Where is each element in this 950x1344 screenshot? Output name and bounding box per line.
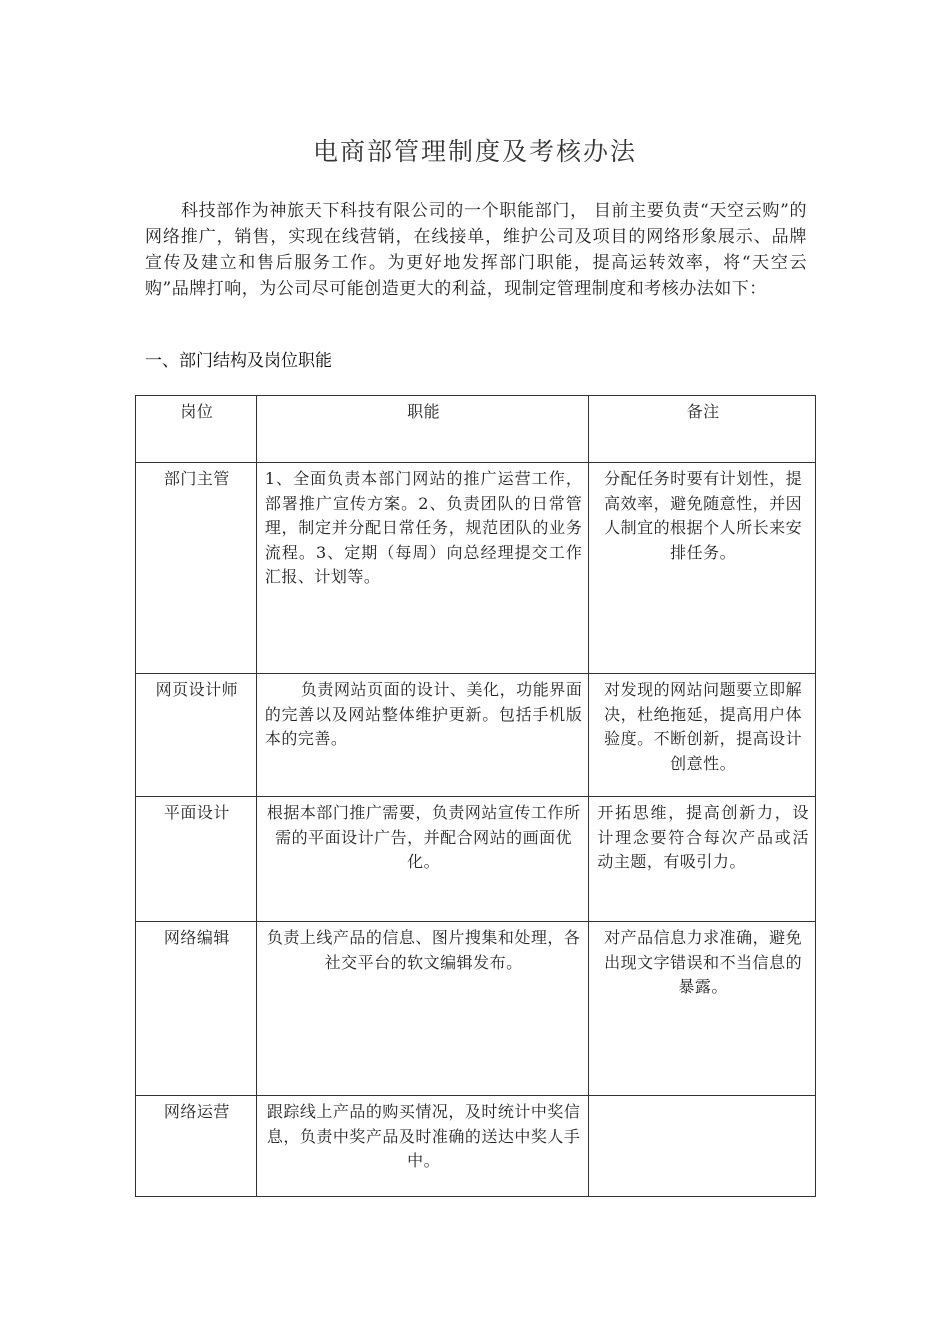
duty-cell: 根据本部门推广需要，负责网站宣传工作所需的平面设计广告，并配合网站的画面优化。 (256, 797, 589, 922)
post-cell: 部门主管 (136, 463, 257, 674)
note-cell: 对发现的网站问题要立即解决，杜绝拖延，提高用户体验度。不断创新，提高设计创意性。 (589, 674, 816, 797)
table-row (136, 674, 816, 797)
note-cell: 分配任务时要有计划性，提高效率，避免随意性，并因人制宜的根据个人所长来安排任务。 (589, 463, 816, 674)
header-post: 岗位 (136, 396, 257, 463)
table-row (136, 1096, 816, 1197)
document-title: 电商部管理制度及考核办法 (312, 137, 637, 166)
table-row (136, 463, 816, 674)
duty-cell: 负责网站页面的设计、美化，功能界面的完善以及网站整体维护更新。包括手机版本的完善。 (256, 674, 589, 797)
duties-table (135, 395, 816, 1197)
note-cell (589, 1096, 816, 1197)
duty-cell: 负责上线产品的信息、图片搜集和处理，各社交平台的软文编辑发布。 (256, 922, 589, 1096)
post-cell: 平面设计 (136, 797, 257, 922)
table-row (136, 922, 816, 1096)
header-note: 备注 (589, 396, 816, 463)
post-cell: 网络编辑 (136, 922, 257, 1096)
post-cell: 网络运营 (136, 1096, 257, 1197)
note-cell: 开拓思维，提高创新力，设计理念要符合每次产品或活动主题，有吸引力。 (589, 797, 816, 922)
intro-paragraph: 科技部作为神旅天下科技有限公司的一个职能部门， 目前主要负责“天空云购”的网络推广，销售，实现在线营销，在线接单，维护公司及项目的网络形象展示、品牌宣传及建立和售后服务工作。为更好地发挥部门职能，提高运转效率，将“天空云购”品牌打响，为公司尽可能创造更大的利益，现制定管理制度和考核办法如下： (145, 201, 807, 299)
table-row (136, 797, 816, 922)
duty-cell: 1、全面负责本部门网站的推广运营工作，部署推广宣传方案。2、负责团队的日常管理，制定并分配日常任务，规范团队的业务流程。3、定期（每周）向总经理提交工作汇报、计划等。 (256, 463, 589, 674)
note-cell: 对产品信息力求准确，避免出现文字错误和不当信息的暴露。 (589, 922, 816, 1096)
post-cell: 网页设计师 (136, 674, 257, 797)
table-header-row (136, 396, 816, 463)
section-heading: 一、部门结构及岗位职能 (145, 351, 332, 371)
duty-cell: 跟踪线上产品的购买情况，及时统计中奖信息，负责中奖产品及时准确的送达中奖人手中。 (256, 1096, 589, 1197)
header-duty: 职能 (256, 396, 589, 463)
